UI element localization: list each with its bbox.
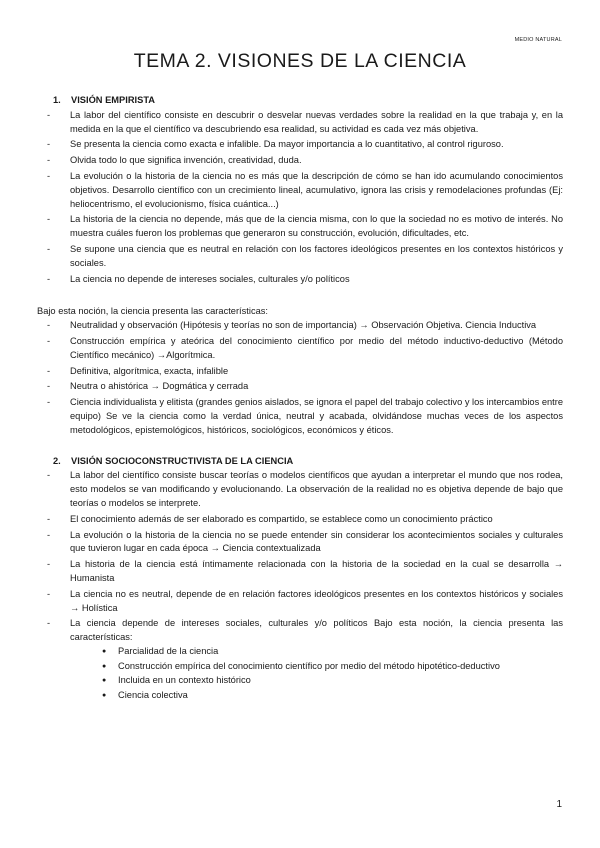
list-item: - Se presenta la ciencia como exacta e infalible. Da mayor importancia a lo cuantitativo, al control riguroso. <box>70 138 563 152</box>
list-item: - La historia de la ciencia no depende, más que de la ciencia misma, con lo que la sociedad no es motivo de interés. No muestra cuáles fueron los problemas que generaron su construcción, evolución, dificultades, etc. <box>70 213 563 241</box>
characteristics-list <box>37 319 563 437</box>
list-item: - La evolución o la historia de la ciencia no se puede entender sin considerar los acontecimientos sociales y culturales que tuvieron lugar en cada época → Ciencia contextualizada <box>70 529 563 557</box>
list-item <box>70 617 563 703</box>
list-item: - Construcción empírica y ateórica del conocimiento científico por medio del método inductivo-deductivo (Método Científico mecánico) →Algorítmica. <box>70 335 563 363</box>
section-2-heading <box>53 455 563 469</box>
list-item: - Se supone una ciencia que es neutral en relación con los factores ideológicos presentes en los contextos históricos y sociales. <box>70 243 563 271</box>
list-item-text: La ciencia depende de intereses sociales, culturales y/o políticos Bajo esta noción, la ciencia presenta las características: <box>70 618 563 643</box>
sub-list-item: ● Incluida en un contexto histórico <box>118 674 563 688</box>
sub-list-item: ● Ciencia colectiva <box>118 689 563 703</box>
page-number: 1 <box>556 799 562 810</box>
list-item: - Definitiva, algorítmica, exacta, infalible <box>70 365 563 379</box>
document-body <box>37 94 563 705</box>
list-item: - Neutralidad y observación (Hipótesis y teorías no son de importancia) → Observación Objetiva. Ciencia Inductiva <box>70 319 563 333</box>
list-item: - Olvida todo lo que significa invención, creatividad, duda. <box>70 154 563 168</box>
section-2-sublist <box>70 645 563 703</box>
section-2-number: 2. <box>53 455 61 466</box>
sub-list-item: ● Parcialidad de la ciencia <box>118 645 563 659</box>
list-item: - La evolución o la historia de la ciencia no es más que la descripción de cómo se han ido acumulando conocimientos objetivos. Desarrollo científico con un crecimiento lineal, acumulativo, ignora las crisis y remodelaciones profundas (Ej: heliocentrismo, el evolucionismo, física cuántica...) <box>70 170 563 211</box>
characteristics-intro: Bajo esta noción, la ciencia presenta las características: <box>37 306 268 317</box>
sub-list-item: ● Construcción empírica del conocimiento científico por medio del método hipotético-deductivo <box>118 660 563 674</box>
list-item: - Ciencia individualista y elitista (grandes genios aislados, se ignora el papel del trabajo colectivo y los intercambios entre equipo) Se ve la ciencia como la verdad única, neutral y acabada, olvidándose muchas veces de los aspectos metodológicos, epistemológicos, históricos, sociológicos, económicos y éticos. <box>70 396 563 437</box>
page-title: TEMA 2. VISIONES DE LA CIENCIA <box>133 50 467 72</box>
list-item: - La historia de la ciencia está íntimamente relacionada con la historia de la sociedad en la cual se desarrolla → Humanista <box>70 558 563 586</box>
header-tag: MEDIO NATURAL <box>514 37 562 43</box>
section-1-list <box>37 109 563 287</box>
list-item: - La ciencia no es neutral, depende de en relación factores ideológicos presentes en los contextos históricos y sociales → Holística <box>70 588 563 616</box>
list-item: - La labor del científico consiste buscar teorías o modelos científicos que ayudan a interpretar el mundo que nos rodea, esto modelos se van modificando y evolucionando. La observación de la realidad no es objetiva depende de bajo que teorías o modelos se interprete. <box>70 469 563 510</box>
section-2-title: VISIÓN SOCIOCONSTRUCTIVISTA DE LA CIENCIA <box>71 455 294 466</box>
section-1-number: 1. <box>53 95 61 105</box>
section-1-heading <box>53 94 563 108</box>
section-1-title: VISIÓN EMPIRISTA <box>71 95 156 105</box>
section-2-list <box>37 469 563 703</box>
list-item: - La ciencia no depende de intereses sociales, culturales y/o políticos <box>70 273 563 287</box>
list-item: - La labor del científico consiste en descubrir o desvelar nuevas verdades sobre la realidad en la que trabaja y, en la medida en la que el científico va descubriendo esa realidad, su actividad es cada vez más objetiva. <box>70 109 563 137</box>
list-item: - El conocimiento además de ser elaborado es compartido, se establece como un conocimiento práctico <box>70 513 563 527</box>
list-item: - Neutra o ahistórica → Dogmática y cerrada <box>70 380 563 394</box>
